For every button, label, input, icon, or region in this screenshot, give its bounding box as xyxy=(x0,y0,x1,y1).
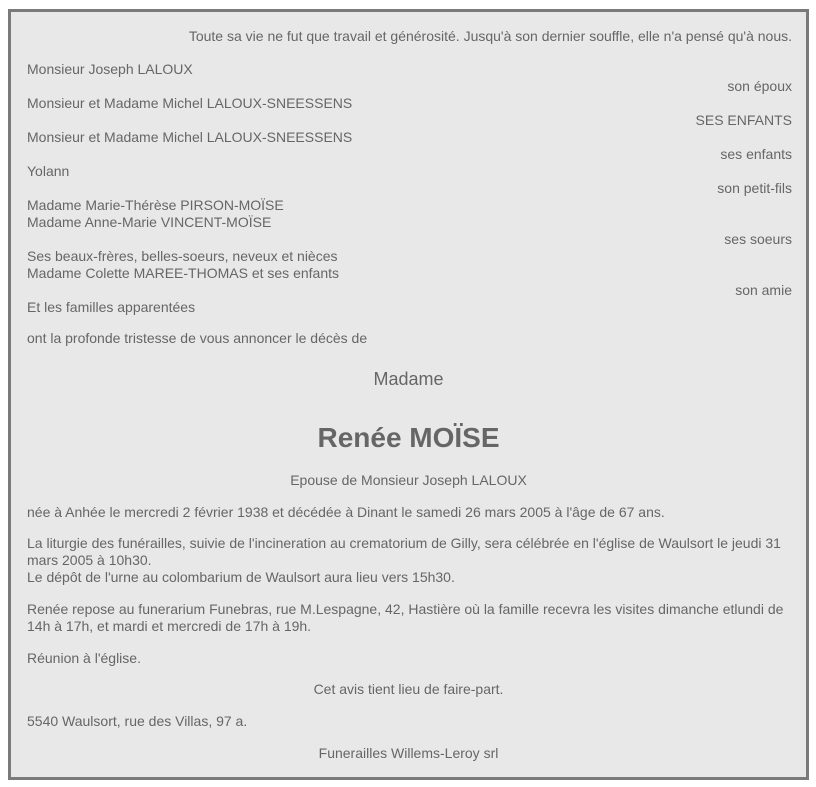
deceased-name: Renée MOÏSE xyxy=(317,422,500,453)
spouse-line: Epouse de Monsieur Joseph LALOUX xyxy=(290,472,527,488)
family-name: Monsieur et Madame Michel LALOUX-SNEESSENS xyxy=(27,129,353,145)
family-name: Yolann xyxy=(27,163,70,179)
notice: Cet avis tient lieu de faire-part. xyxy=(313,681,504,697)
family-name: Madame Anne-Marie VINCENT-MOÏSE xyxy=(27,214,272,230)
family-relation: ses enfants xyxy=(720,146,792,162)
family-relation: son petit-fils xyxy=(717,180,792,196)
reunion: Réunion à l'église. xyxy=(27,650,141,666)
families-related: Et les familles apparentées xyxy=(27,299,196,315)
quote: Toute sa vie ne fut que travail et générosité. Jusqu'à son dernier souffle, elle n'a pensé qu'à nous. xyxy=(188,28,792,44)
birth-death: née à Anhée le mercredi 2 février 1938 et décédée à Dinant le samedi 26 mars 2005 à l'âge de 67 ans. xyxy=(27,504,665,520)
family-name: Ses beaux-frères, belles-soeurs, neveux et nièces xyxy=(27,248,338,264)
family-relation: ses soeurs xyxy=(724,231,792,247)
family-name: Monsieur Joseph LALOUX xyxy=(27,61,193,77)
family-relation: SES ENFANTS xyxy=(695,112,792,128)
family-name: Madame Marie-Thérèse PIRSON-MOÏSE xyxy=(27,197,284,213)
family-relation: son amie xyxy=(735,282,792,298)
funeral-home: Funerailles Willems-Leroy srl xyxy=(318,745,499,761)
urn: Le dépôt de l'urne au colombarium de Waulsort aura lieu vers 15h30. xyxy=(27,569,455,585)
family-relation: son époux xyxy=(727,78,792,94)
liturgy: La liturgie des funérailles, suivie de l'incineration au crematorium de Gilly, sera célébrée en l'église de Waulsort le jeudi 31 mars 2005 à 10h30. xyxy=(27,535,781,568)
title-madame: Madame xyxy=(373,369,444,389)
announcement: ont la profonde tristesse de vous annoncer le décès de xyxy=(27,330,368,346)
visits: Renée repose au funerarium Funebras, rue M.Lespagne, 42, Hastière où la famille recevra les visites dimanche etlundi de 14h à 17h, et mardi et mercredi de 17h à 19h. xyxy=(27,601,784,634)
obituary-notice xyxy=(8,9,809,780)
address: 5540 Waulsort, rue des Villas, 97 a. xyxy=(27,713,248,729)
family-name: Monsieur et Madame Michel LALOUX-SNEESSENS xyxy=(27,95,353,111)
family-name: Madame Colette MAREE-THOMAS et ses enfants xyxy=(27,265,339,281)
